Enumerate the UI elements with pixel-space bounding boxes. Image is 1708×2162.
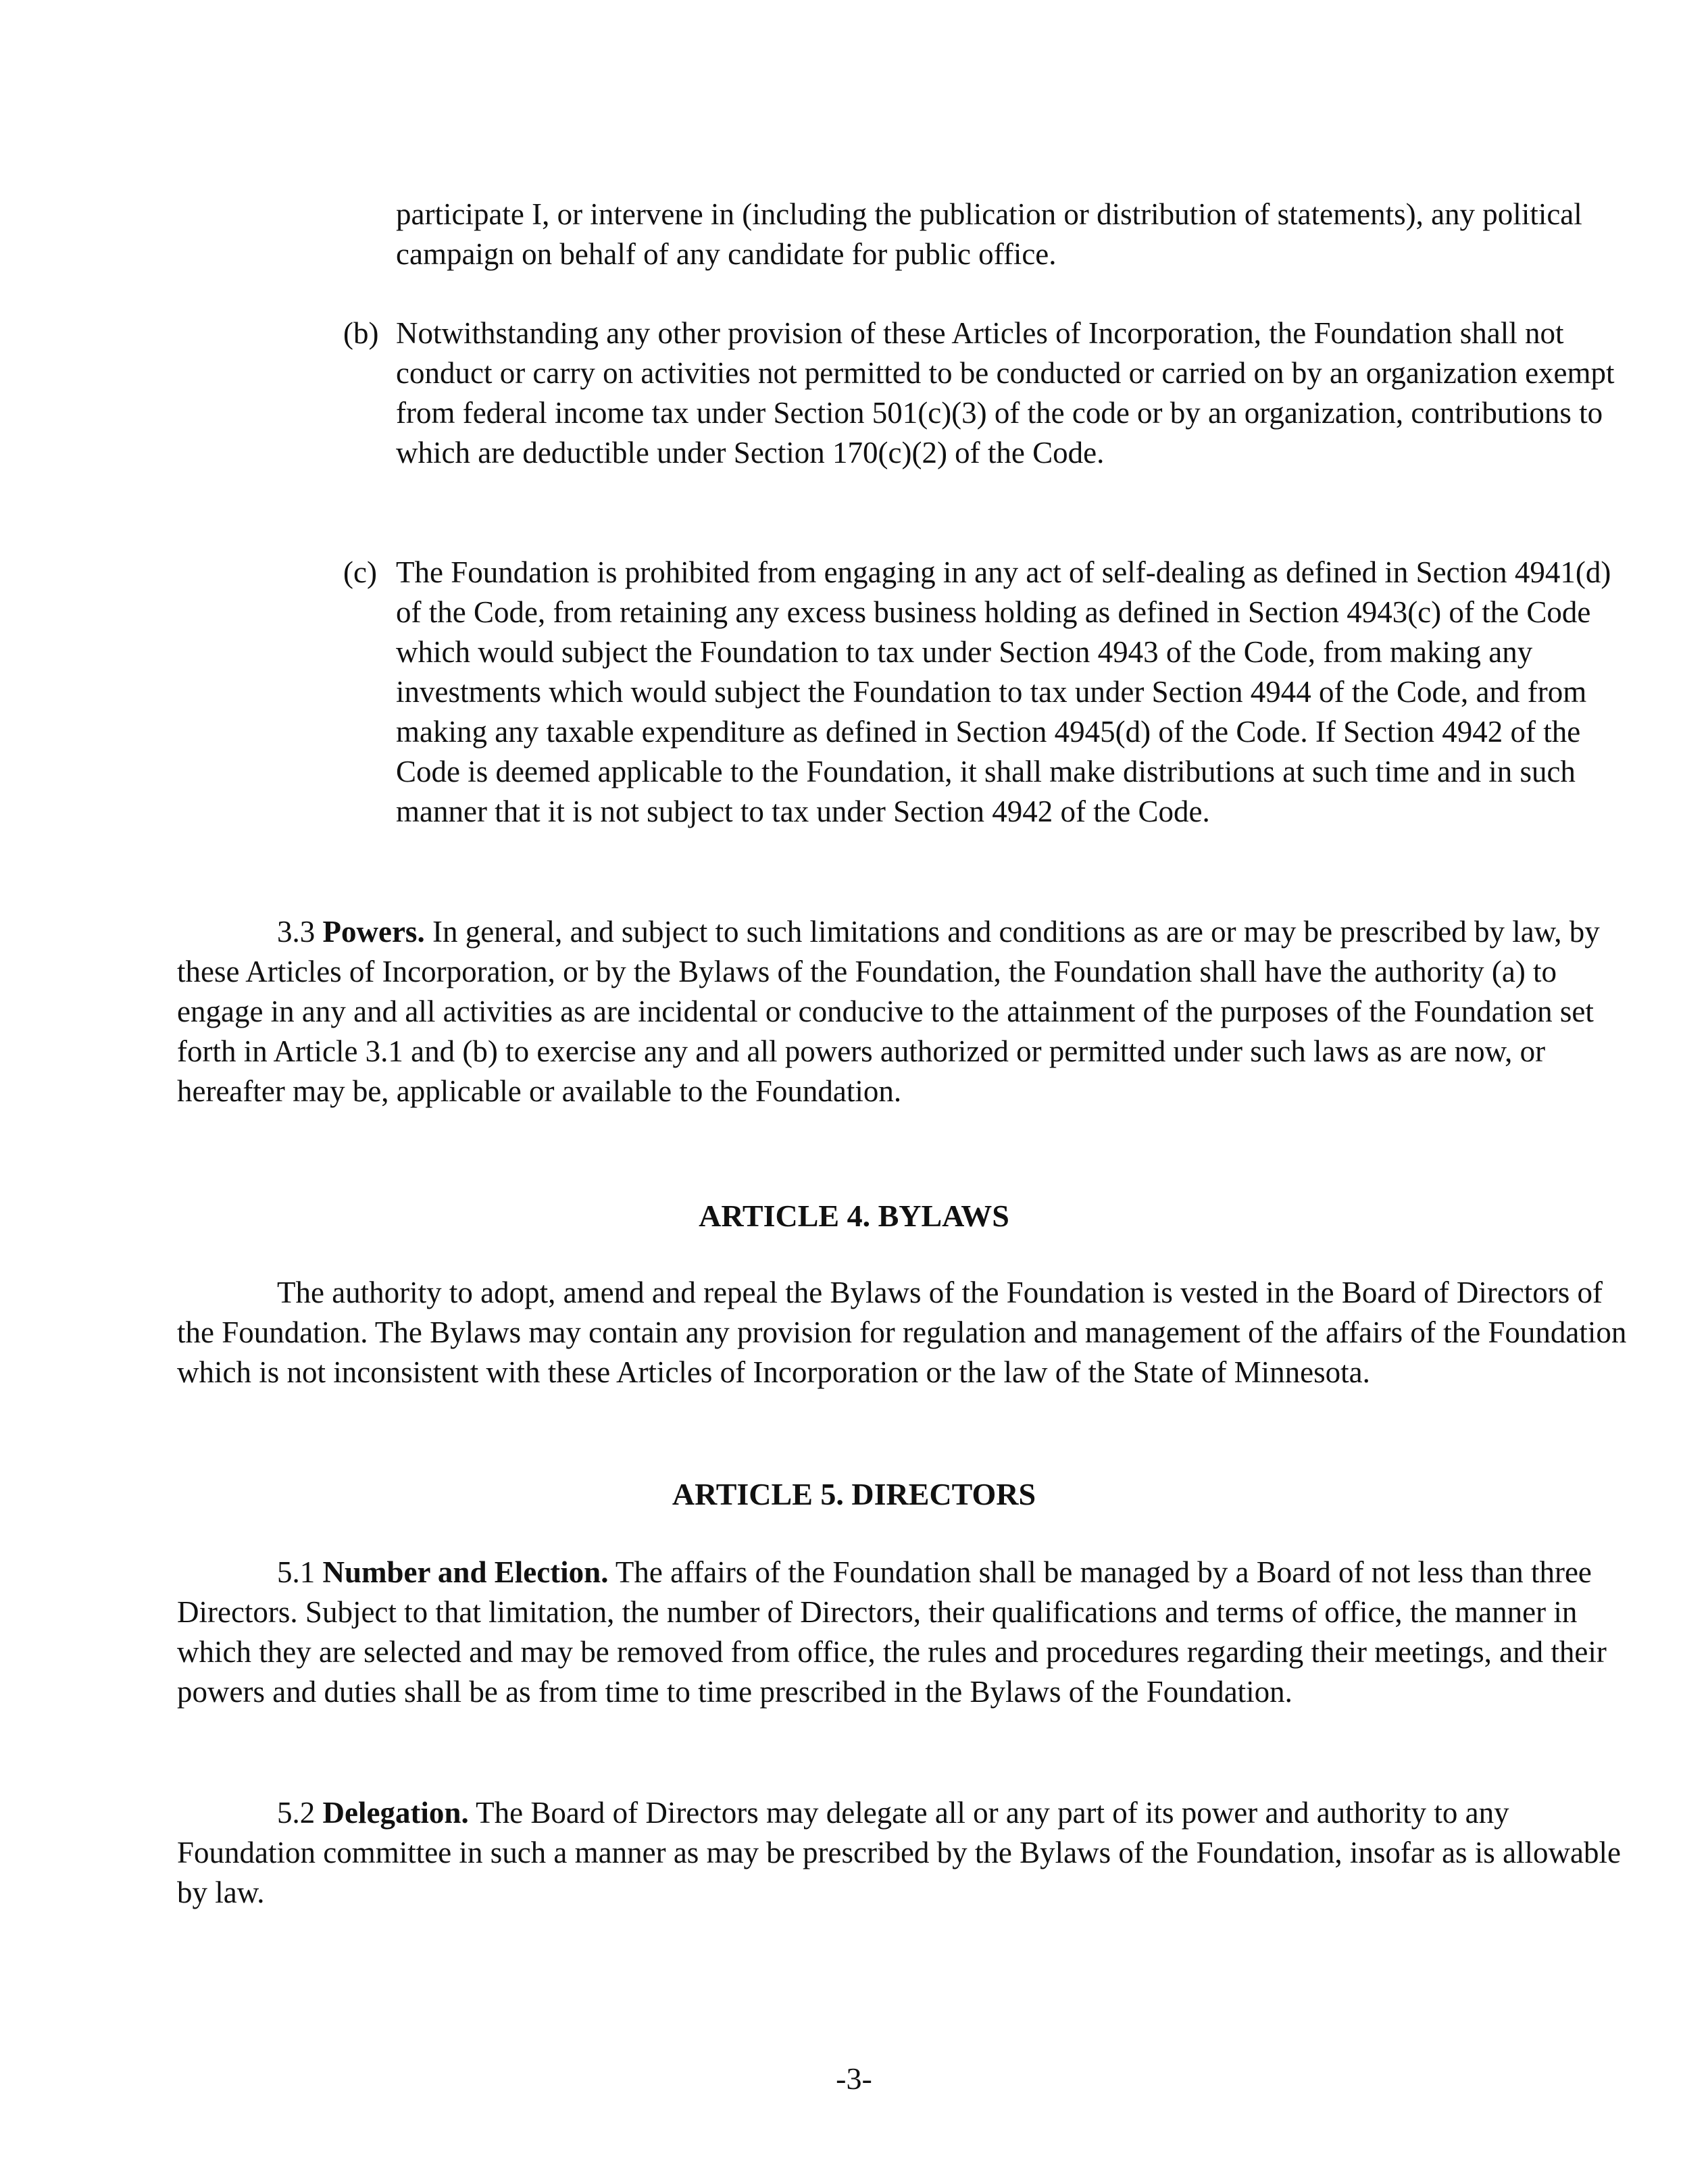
article-4-paragraph: The authority to adopt, amend and repeal the Bylaws of the Foundation is vested in the Board of Directors of the Foundation. The Bylaws may contain any provision for regulation and management of the affairs of the Foundation which is not inconsistent with these Articles of Incorporation or the law of the State of Minnesota. [177,1276,1627,1389]
section-title: Delegation. [322,1796,469,1830]
list-item-b [343,313,1627,476]
item-text: Notwithstanding any other provision of these Articles of Incorporation, the Foundation shall not conduct or carry on activities not permitted to be conducted or carried on by an organization exempt from federal income tax under Section 501(c)(3) of the code or by an organization, contributions to which are deductible under Section 170(c)(2) of the Code. [396,316,1615,470]
section-title: Powers. [322,915,425,949]
continuation-paragraph: participate I, or intervene in (including the publication or distribution of statements), any political campaign on behalf of any candidate for public office. [396,197,1582,271]
item-text: The Foundation is prohibited from engaging in any act of self-dealing as defined in Section 4941(d) of the Code, from retaining any excess business holding as defined in Section 4943(c) of the Code which would subject the Foundation to tax under Section 4943 of the Code, from making any investments which would subject the Foundation to tax under Section 4944 of the Code, and from making any taxable expenditure as defined in Section 4945(d) of the Code. If Section 4942 of the Code is deemed applicable to the Foundation, it shall make distributions at such time and in such manner that it is not subject to tax under Section 4942 of the Code. [396,555,1611,828]
section-number: 3.3 [277,915,316,949]
section-text: The Board of Directors may delegate all or any part of its power and authority to any Foundation committee in such a manner as may be prescribed by the Bylaws of the Foundation, insofar as is allowable by law. [177,1796,1621,1909]
section-title: Number and Election. [322,1555,609,1589]
page-number: -3- [836,2061,872,2096]
item-marker: (c) [343,555,377,589]
article-4-heading: ARTICLE 4. BYLAWS [699,1199,1009,1233]
section-3-3-paragraph [177,912,1636,1111]
section-number: 5.2 [277,1796,316,1830]
section-5-2-paragraph [177,1793,1636,1913]
section-number: 5.1 [277,1555,316,1589]
item-marker: (b) [343,316,379,350]
section-5-1-paragraph [177,1553,1636,1712]
list-item-c [343,553,1627,877]
article-5-heading: ARTICLE 5. DIRECTORS [672,1477,1036,1511]
section-text: The affairs of the Foundation shall be managed by a Board of not less than three Directors. Subject to that limitation, the number of Directors, their qualifications and terms of office, the manner in which they are selected and may be removed from office, the rules and procedures regarding their meetings, and their powers and duties shall be as from time to time prescribed in the Bylaws of the Foundation. [177,1555,1607,1709]
section-text: In general, and subject to such limitations and conditions as are or may be prescribed by law, by these Articles of Incorporation, or by the Bylaws of the Foundation, the Foundation shall have the authority (a) to engage in any and all activities as are incidental or conducive to the attainment of the purposes of the Foundation set forth in Article 3.1 and (b) to exercise any and all powers authorized or permitted under such laws as are now, or hereafter may be, applicable or available to the Foundation. [177,915,1600,1108]
